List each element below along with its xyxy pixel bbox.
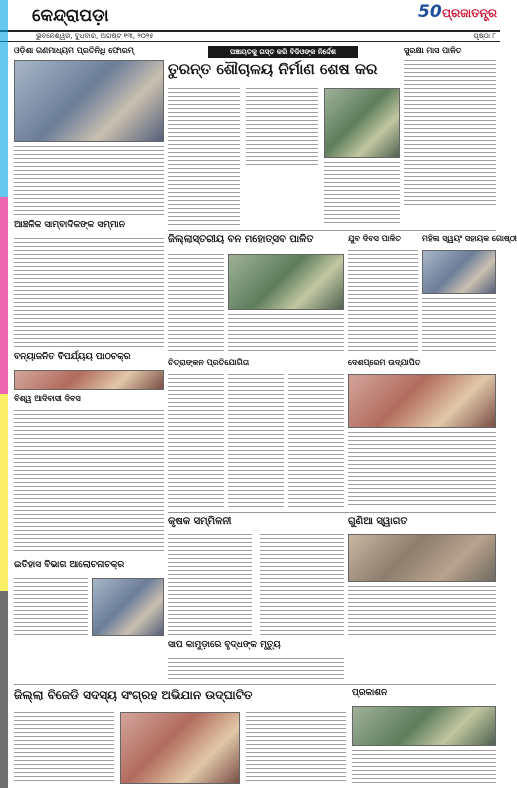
side-body (352, 750, 496, 784)
masthead (0, 0, 500, 30)
article-youth (348, 234, 517, 354)
headline: ଆଞ୍ଚଳିକ ସାମ୍ବାଦିକଙ୍କ ସମ୍ମାନ (14, 220, 125, 230)
body-text (348, 250, 418, 354)
body-text (14, 578, 88, 636)
body-text-2 (422, 298, 496, 354)
article-side-right (404, 46, 496, 206)
body-col3 (288, 374, 344, 508)
registration-bar (0, 0, 8, 788)
body-text (348, 432, 496, 508)
bottom-headline: ଜିଲ୍ଲା ବିଜେଡି ସଦସ୍ୟ ସଂଗ୍ରହ ଅଭିଯାନ ଉଦ୍‌ଘାଟିତ (14, 688, 253, 702)
body-text (404, 60, 496, 206)
article-farmers (168, 516, 344, 636)
article-toilet (168, 46, 400, 226)
divider (168, 230, 496, 231)
headline: ବିଶ୍ୱ ଆଦିବାସୀ ଦିବସ (14, 394, 81, 403)
anniversary-logo: 50 (418, 2, 442, 22)
side-photo (352, 706, 496, 746)
body-text (14, 410, 164, 554)
article-forum (14, 46, 164, 216)
dateline-bar (0, 30, 500, 42)
headline: ସୁରକ୍ଷା ମାସ ପାଳିତ (404, 46, 462, 55)
page-label: ପୃଷ୍ଠା ୮ (473, 32, 496, 40)
brand-logo: ପ୍ରଜାତନ୍ତ୍ର (442, 6, 498, 20)
headline: ଓଡ଼ିଶା ଗଣମାଧ୍ୟମ ପ୍ରତିନିଧି ଫୋରମ୍ (14, 46, 134, 55)
section-title: କେନ୍ଦ୍ରାପଡ଼ା (32, 6, 109, 26)
article-photo (120, 712, 240, 784)
lead-photo (324, 88, 400, 158)
headline: ଯୁବ ଦିବସ ପାଳିତ (348, 234, 401, 243)
sub-headline: ବନ୍ୟାଜନିତ ବିପର୍ଯ୍ୟୟ ପାଠଚକ୍ର (14, 352, 131, 362)
headline: ଜିଲ୍ଲାସ୍ତରୀୟ ବନ ମହୋତ୍ସବ ପାଳିତ (168, 234, 314, 245)
headline-2: ମହିଳା ସ୍ୱୟଂ ସହାୟକ ଗୋଷ୍ଠୀ (422, 234, 517, 243)
headline: ଇତିହାସ ବିଭାଗ ଆଲୋଚନାଚକ୍ର (14, 560, 125, 570)
article-patriot (348, 358, 496, 508)
body-col2 (228, 314, 344, 354)
article-photo (348, 534, 496, 582)
kicker: ପଞ୍ଚାୟତକୁ ଗସ୍ତ କରି ବିଡିଓଙ୍କ ନିର୍ଦ୍ଦେଶ (208, 46, 358, 58)
headline: ଚିତ୍ରାଙ୍କନ ପ୍ରତିଯୋଗିତା (168, 358, 250, 367)
article-forest (168, 234, 344, 354)
lead-body-col2 (246, 88, 318, 166)
article-history (14, 560, 164, 636)
body-col1 (168, 374, 224, 508)
article-journalists (14, 220, 164, 390)
headline: ସାପ କାମୁଡ଼ାରେ ବୃଦ୍ଧଙ୍କ ମୃତ୍ୟୁ (168, 640, 281, 650)
lead-body-col3 (324, 162, 400, 226)
article-bjd (14, 688, 496, 784)
article-photo (422, 250, 496, 294)
body-col1 (168, 254, 224, 354)
lead-body-col1 (168, 88, 240, 226)
article-snakebite (168, 640, 344, 680)
body-col1 (14, 712, 114, 784)
article-photo (14, 370, 164, 390)
lead-headline: ତୁରନ୍ତ ଶୌଚାଳୟ ନିର୍ମାଣ ଶେଷ କର (168, 60, 378, 78)
article-drawing (168, 358, 344, 508)
body-text (348, 586, 496, 636)
article-photo (92, 578, 164, 636)
article-tribal (14, 394, 164, 554)
body-col2 (260, 534, 344, 636)
headline: ଗୁଣିଆ ସ୍ୱାଗତ (348, 516, 408, 527)
divider (14, 684, 496, 685)
body-text (14, 238, 164, 348)
body-text (14, 146, 164, 216)
headline: କୃଷକ ସମ୍ମିଳନୀ (168, 516, 232, 527)
article-welcome (348, 516, 496, 636)
body-col2 (228, 374, 284, 508)
body-text (168, 658, 344, 680)
body-col2 (246, 712, 346, 784)
body-col1 (168, 534, 252, 636)
headline: ଦେଶପ୍ରେମ ଉଦ୍‌ଯାପିତ (348, 358, 421, 367)
article-photo (14, 60, 164, 142)
dateline: ଭୁବନେଶ୍ୱର, ବୁଧବାର, ଅଗଷ୍ଟ ୧୩, ୨୦୨୫ (36, 32, 154, 40)
article-photo (348, 374, 496, 428)
divider (168, 512, 496, 513)
article-photo (228, 254, 344, 310)
side-headline: ପ୍ରକାଶନ (352, 688, 388, 698)
